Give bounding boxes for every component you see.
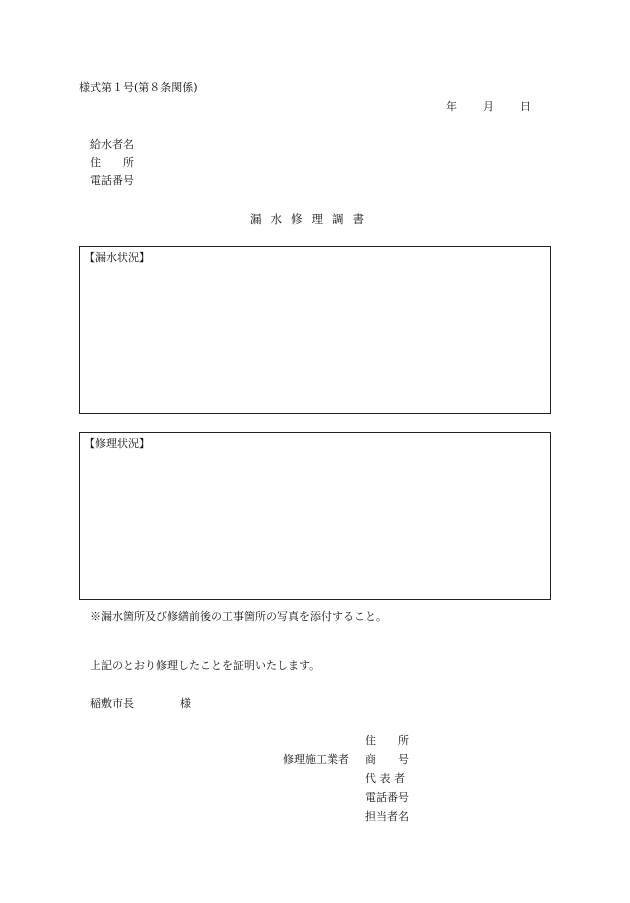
leak-status-label: 【漏水状況】 <box>84 251 150 264</box>
contractor-fields <box>365 734 409 829</box>
addressee-honorific: 様 <box>180 697 191 710</box>
date-month: 月 <box>483 100 494 113</box>
contractor-phone-label: 電話番号 <box>365 791 409 804</box>
date-line <box>446 100 531 114</box>
repair-status-label: 【修理状況】 <box>84 437 150 450</box>
date-day: 日 <box>520 100 531 113</box>
repair-status-box <box>79 432 551 600</box>
addressee <box>90 697 191 711</box>
form-number: 様式第１号(第８条関係) <box>79 81 198 94</box>
date-year: 年 <box>446 100 457 113</box>
document-title: 漏水修理調書 <box>250 212 373 226</box>
leak-status-box <box>79 246 551 414</box>
contractor-person-in-charge-label: 担当者名 <box>365 810 409 823</box>
applicant-phone-label: 電話番号 <box>90 174 134 187</box>
applicant-block <box>90 138 134 192</box>
applicant-name-label: 給水者名 <box>90 138 134 151</box>
contractor-trade-name-label: 商 号 <box>365 753 409 766</box>
applicant-address-label: 住 所 <box>90 156 134 169</box>
certification-statement: 上記のとおり修理したことを証明いたします。 <box>90 659 321 672</box>
contractor-representative-label: 代 表 者 <box>365 772 405 785</box>
contractor-address-label: 住 所 <box>365 734 409 747</box>
photo-note: ※漏水箇所及び修繕前後の工事箇所の写真を添付すること。 <box>90 610 387 623</box>
addressee-name: 稲敷市長 <box>90 697 134 710</box>
contractor-label: 修理施工業者 <box>283 753 349 766</box>
